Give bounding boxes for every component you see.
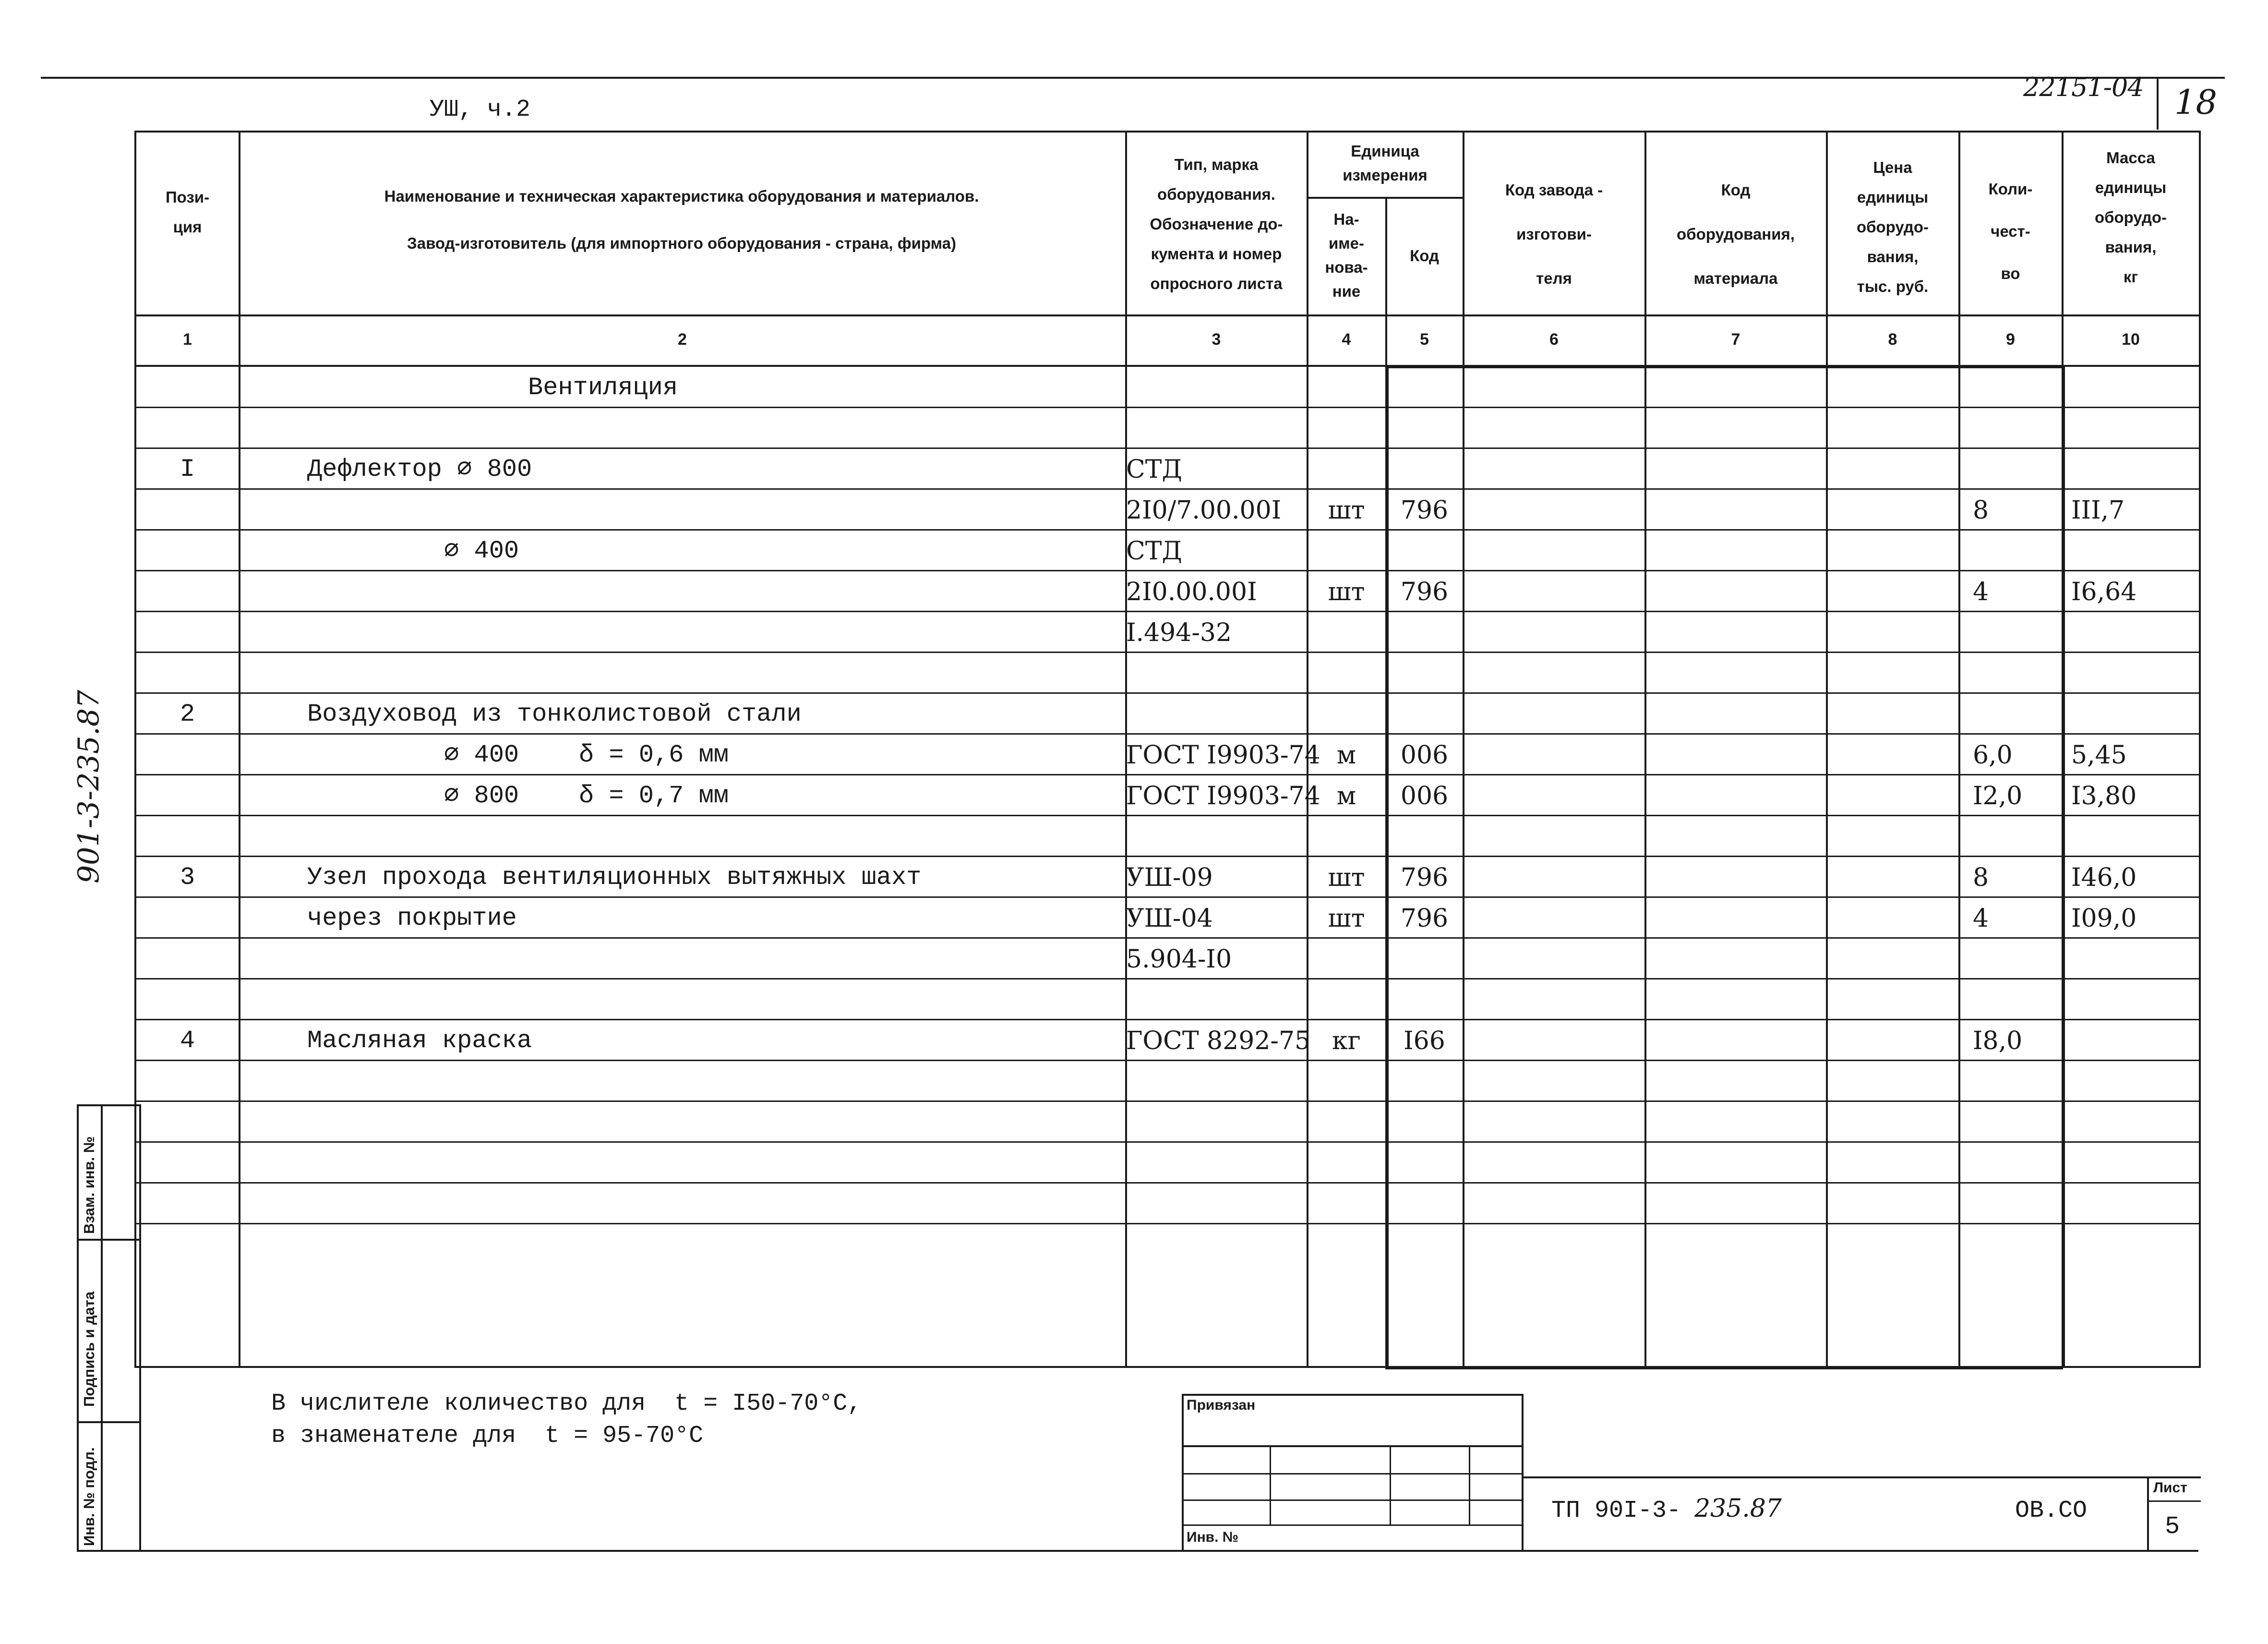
cell-mass: I46,0	[2071, 863, 2137, 892]
section-label: УШ, ч.2	[430, 96, 531, 123]
cell-mass: I6,64	[2071, 578, 2137, 606]
header-name: Наименование и техническая характеристика оборудования и материалов. Завод-изготовитель (для импортного оборудования - страна, фирма)	[384, 187, 979, 252]
row-separator	[134, 937, 2201, 939]
top-right-frame-line	[2157, 77, 2159, 130]
row-separator	[134, 733, 2201, 735]
cell-name: ∅ 800 δ = 0,7 мм	[444, 782, 729, 810]
cell-code: 796	[1400, 578, 1449, 606]
col-number-2: 2	[678, 330, 687, 349]
cell-type: ГОСТ I9903-74	[1126, 782, 1320, 810]
cell-unit: шт	[1328, 496, 1365, 525]
side-label-replaced-inv: Взам. инв. №	[81, 1136, 97, 1234]
cell-name: Воздуховод из тонколистовой стали	[307, 700, 802, 728]
col-number-10: 10	[2122, 330, 2140, 349]
note-line-2	[271, 1422, 703, 1450]
cell-name: через покрытие	[307, 904, 517, 932]
cell-qty: 4	[1973, 578, 1989, 606]
cell-name: Масляная краска	[307, 1027, 532, 1055]
col-number-1: 1	[183, 330, 192, 349]
row-separator	[134, 529, 2201, 531]
cell-type: ГОСТ I9903-74	[1126, 741, 1320, 770]
header-mass: Масса единицы оборудо- вания, кг	[2094, 149, 2167, 286]
note-line-1-formula: t = I50-70°C,	[674, 1390, 862, 1417]
row-separator	[134, 815, 2201, 816]
cell-code: 006	[1400, 782, 1449, 810]
note-line-2-text: в знаменателе для	[271, 1422, 516, 1450]
row-separator	[134, 611, 2201, 612]
cell-code: 006	[1400, 741, 1449, 770]
row-separator	[134, 407, 2201, 408]
side-label-signature-date: Подпись и дата	[81, 1291, 97, 1407]
cell-code: 796	[1400, 863, 1449, 892]
col-number-6: 6	[1549, 330, 1559, 349]
cell-type: I.494-32	[1126, 618, 1232, 647]
cell-unit: шт	[1328, 904, 1365, 933]
note-line-2-formula: t = 95-70°C	[545, 1422, 704, 1450]
doc-code-prefix: ТП 90I-3-	[1551, 1497, 1681, 1524]
row-separator	[134, 978, 2201, 979]
cell-type: УШ-04	[1126, 904, 1213, 933]
top-frame-line	[41, 77, 2225, 79]
cell-type: УШ-09	[1126, 863, 1213, 892]
row-separator	[134, 856, 2201, 857]
sheet-number: 5	[2165, 1512, 2180, 1541]
row-separator	[134, 1182, 2201, 1184]
cell-name: Дефлектор ∅ 800	[307, 455, 532, 484]
cell-code: I66	[1404, 1027, 1445, 1055]
cell-name: Вентиляция	[528, 374, 678, 402]
cell-unit: кг	[1332, 1027, 1361, 1055]
cell-qty: 6,0	[1973, 741, 2013, 770]
cell-type: 2I0/7.00.00I	[1126, 496, 1282, 525]
cell-code: 796	[1400, 904, 1449, 933]
header-position: Пози- ция	[165, 188, 210, 236]
col-number-9: 9	[2006, 330, 2015, 349]
doc-suffix: ОВ.СО	[2015, 1497, 2088, 1524]
header-unit-group: Единица измерения	[1343, 142, 1428, 184]
header-quantity: Коли- чест- во	[1988, 180, 2033, 282]
cell-type: СТД	[1126, 537, 1182, 566]
row-separator	[134, 896, 2201, 898]
side-label-inv-original: Инв. № подл.	[81, 1447, 97, 1546]
attached-label: Привязан	[1187, 1397, 1256, 1413]
cell-name: ∅ 400 δ = 0,6 мм	[444, 741, 729, 769]
cell-unit: шт	[1328, 863, 1365, 892]
cell-unit: шт	[1328, 578, 1365, 606]
cell-type: ГОСТ 8292-75	[1126, 1027, 1311, 1055]
cell-unit: м	[1336, 782, 1356, 810]
sheet-number-top: 18	[2174, 83, 2218, 122]
row-separator	[134, 692, 2201, 694]
cell-pos: 3	[180, 863, 195, 892]
header-type: Тип, марка оборудования. Обозначение до- кумента и номер опросного листа	[1150, 156, 1283, 292]
header-unit-name: На- име- нова- ние	[1325, 210, 1368, 300]
col-number-4: 4	[1342, 330, 1351, 349]
cell-mass: I3,80	[2071, 782, 2137, 810]
cell-qty: 4	[1973, 904, 1989, 933]
row-separator	[134, 447, 2201, 449]
cell-pos: 2	[180, 700, 195, 728]
cell-pos: I	[180, 455, 195, 484]
header-unit-code: Код	[1410, 247, 1439, 265]
cell-name: Узел прохода вентиляционных вытяжных шахт	[307, 863, 922, 892]
row-separator	[134, 570, 2201, 571]
doc-number-handwritten: 22151-04	[2023, 72, 2144, 102]
header-factory-code: Код завода - изготови- теля	[1505, 181, 1603, 287]
header-equipment-code: Код оборудования, материала	[1677, 181, 1795, 287]
col-number-7: 7	[1731, 330, 1740, 349]
cell-mass: III,7	[2071, 496, 2125, 525]
cell-pos: 4	[180, 1027, 195, 1055]
col-number-5: 5	[1420, 330, 1429, 349]
side-stamp-handwritten: 901-3-235.87	[72, 689, 106, 883]
cell-qty: I2,0	[1973, 782, 2023, 810]
cell-unit: м	[1336, 741, 1356, 770]
cell-type: 5.904-I0	[1126, 945, 1232, 974]
col-number-3: 3	[1212, 330, 1221, 349]
cell-name: ∅ 400	[444, 537, 519, 565]
header-price: Цена единицы оборудо- вания, тыс. руб.	[1856, 158, 1929, 295]
cell-mass: I09,0	[2071, 904, 2137, 933]
row-separator	[134, 652, 2201, 653]
cell-qty: I8,0	[1973, 1027, 2023, 1055]
sheet-label: Лист	[2153, 1480, 2187, 1496]
note-line-1-text: В числителе количество для	[271, 1390, 646, 1417]
row-separator	[134, 1100, 2201, 1102]
cell-mass: 5,45	[2071, 741, 2127, 770]
col-number-8: 8	[1888, 330, 1897, 349]
cell-type: СТД	[1126, 455, 1182, 484]
inv-number-label: Инв. №	[1187, 1529, 1239, 1545]
doc-code-handwritten: 235.87	[1694, 1494, 1782, 1523]
cell-qty: 8	[1973, 496, 1989, 525]
cell-code: 796	[1400, 496, 1449, 525]
row-separator	[134, 1223, 2201, 1224]
row-separator	[134, 774, 2201, 775]
row-separator	[134, 1060, 2201, 1061]
row-separator	[134, 488, 2201, 490]
note-line-1	[271, 1390, 862, 1417]
row-separator	[134, 1019, 2201, 1020]
cell-qty: 8	[1973, 863, 1989, 892]
row-separator	[134, 1141, 2201, 1143]
cell-type: 2I0.00.00I	[1126, 578, 1257, 606]
